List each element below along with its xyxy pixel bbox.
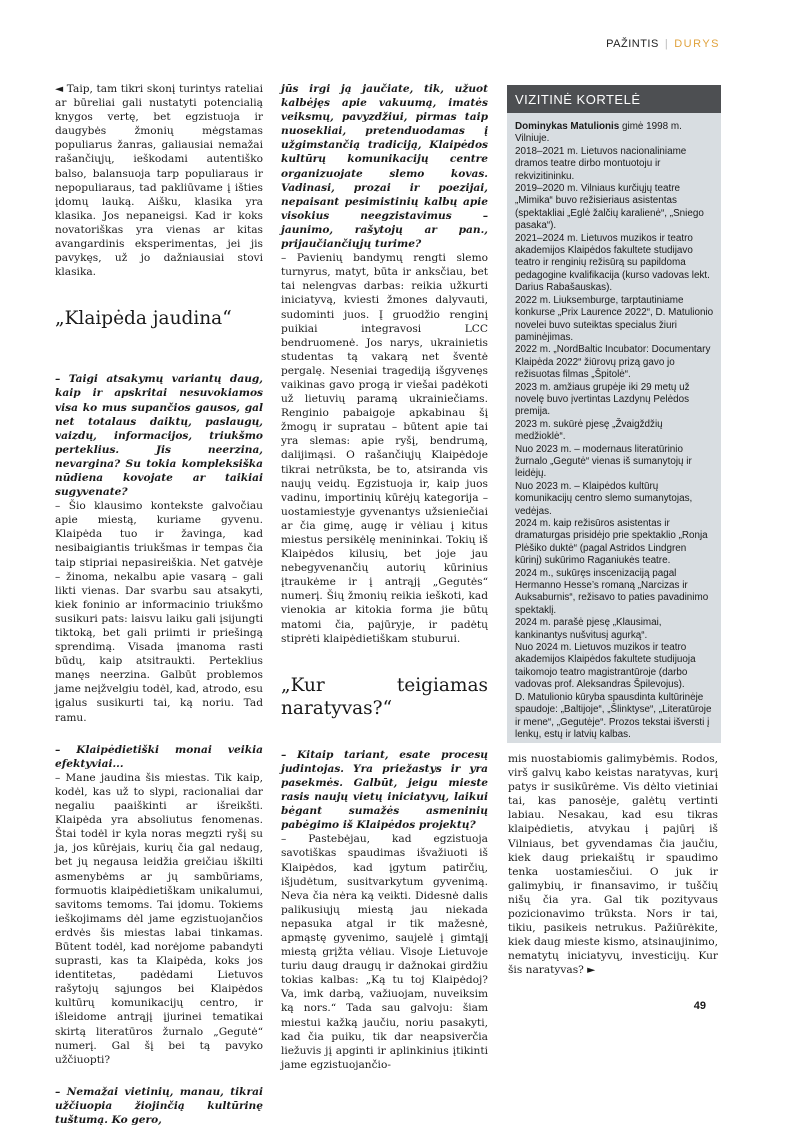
subheading-klaipeda: „Klaipėda jaudina“ <box>55 308 232 330</box>
section-label: PAŽINTIS <box>606 38 659 50</box>
card-intro <box>515 121 715 146</box>
subheading-naratyvas: „Kur teigiamas naratyvas?“ <box>281 674 488 719</box>
card-item: 2022 m. Liuksemburge, tarptautiniame konkurse „Prix Laurence 2022“, D. Matulionio novelei buvo suteiktas specialus žiuri paminėjimas. <box>515 294 714 343</box>
card-item: 2024 m., sukūręs inscenizaciją pagal Hermanno Hesse’s romaną „Narcizas ir Auksaburnis“, režisavo to paties pavadinimo spektaklį. <box>515 567 709 616</box>
business-card-box <box>507 85 721 743</box>
card-item: Nuo 2023 m. – modernaus literatūrinio žurnalo „Gegutė“ vienas iš sumanytojų ir leidėjų. <box>515 443 692 480</box>
card-item: 2024 m. kaip režisūros asistentas ir dramaturgas prisidėjo prie spektaklio „Ronja Plėšiko duktė“ (pagal Astridos Lindgren kūrinį) sukūrimo Raganiukės teatre. <box>515 518 708 567</box>
running-header <box>606 38 720 50</box>
interview-answer: – Pavienių bandymų rengti slemo turnyrus, matyt, būta ir anksčiau, bet tai nelengvas darbas: reikia užkurti iniciatyvą, kviesti žmones dalyvauti, sudominti juos. Į gruodžio renginį puikiai integravosi LCC bendruomenė. Jos narys, ukrainietis studentas tą vakarą net šventė pergalę. Neseniai tragediją išgyvenęs vaikinas gavo progą ir viešai padėkoti už lietuvių paramą ukrainiečiams. Renginio pabaigoje apkabinau šį žmogų ir supratau – būtent apie tai yra slemas: apie ryšį, bendrumą, dalijimąsi. O rašančiųjų Klaipėdoje tikrai netrūksta, be to, atsiranda vis naujų veidų. Egzistuoja ir, kaip juos vadinu, importinių kūrėjų kategorija – uostamiestyje gyvenantys užsieniečiai ar čia gimę, augę ir vėliau į kitus miestus persikėlę menininkai. Tokių iš Klaipėdos kilusių, bet joje jau nebegyvenančių autorių kūrinius įtraukėme ir į antrąjį „Gegutės“ numerį. Šių žmonių reikia ieškoti, kad vienokia ar kitokia forma jie būtų matomi čia, pajūryje, ir padėtų stiprėti klaipėdietiškam stuburui. <box>281 252 488 645</box>
interview-question: – Taigi atsakymų variantų daug, kaip ir apskritai nesuvokiamos visa ko mus supančios gausos, gal net totalaus daiktų, paslaugų, vaizdų, informacijos, triukšmo perteklius. Jis neerzina, nevargina? Su tokia kompleksiška nūdiena kovojate ar taikiai sugyvenate? <box>55 373 263 499</box>
interview-answer: mis nuostabiomis galimybėmis. Rodos, virš galvų kabo keistas naratyvas, kurį patys ir susikūrėme. Vis dėlto vietiniai tai, kas panosėje, galėtų vertinti labiau. Nesakau, kad esu tikras klaipėdietis, atvykau į pajūrį iš Vilniaus, bet gyvendamas čia jaučiu, kiek daug priekaištų ir spaudimo tenka uostamiesčiui. O juk ir galimybių, ir finansavimo, ir tuščių nišų čia yra. Gal tik pozityvaus pozicionavimo trūksta. Nors ir tai, tikiu, pasikeis netrukus. Pažiūrėkite, kiek daug mieste kismo, atsinaujinimo, nematytų iniciatyvų, investicijų. Kur šis naratyvas? ► <box>508 753 718 977</box>
header-separator: | <box>664 38 669 50</box>
interview-question: jūs irgi ją jaučiate, tik, užuot kalbėjęs apie vakuumą, imatės veiksmų, pavyzdžiui, pirmas taip nuosekliai, pretenduodamas į užgimstančią tradiciją, Klaipėdos kultūrų komunikacijų centre organizuojate slemo kovas. Vadinasi, prozai ir poezijai, nepaisant pesimistinių kalbų apie visokius neegzistavimus – jaunimo, rašytojų ar pan., prijaučiančiųjų turime? <box>281 83 488 251</box>
birth-info: gimė 1998 m. Vilniuje. <box>515 121 682 145</box>
magazine-name: DURYS <box>674 38 720 50</box>
page-number: 49 <box>693 1000 706 1012</box>
interview-answer: – Pastebėjau, kad egzistuoja savotiškas spaudimas išvažiuoti iš Klaipėdos, kad įgytum patirčių, išjudėtum, susitvarkytum gyvenimą. Neva čia nėra ką veikti. Didesnė dalis palikusiųjų miestą jau niekada nepasuka atgal ir tik mažesnė, apmąstę gyvenimo, saujelė į gimtąjį miestą grįžta vėliau. Visoje Lietuvoje turiu daug draugų ir dažnokai girdžiu tokias kalbas: „Ką tu toj Klaipėdoj? Va, imk darbą, važiuojam, nuveiksim ką nors.“ Tada sau galvoju: šiam miestui kažką jaučiu, noriu pasakyti, kad čia puiku, tik dar neapsiverčia liežuvis jį apginti ir aplinkinius įtikinti jame egzistuojančio- <box>281 833 488 1071</box>
card-item: 2018–2021 m. Lietuvos nacionaliniame dramos teatre dirbo montuotoju ir rekvizitininku. <box>515 145 687 182</box>
person-name: Dominykas Matulionis <box>515 121 620 132</box>
interview-answer: – Šio klausimo kontekste galvočiau apie miestą, kuriame gyvenu. Klaipėda tuo ir žavinga, kad nesibaigiantis triukšmas ir tempas čia taip stipriai nepasireiškia. Net gatvėje – žinoma, nekalbu apie vasarą – gali likti vienas. Dar svarbu sau atsakyti, kiek foninio ar informacinio triukšmo susikuri pats: laisvu laiku gali įsijungti tiktoką, bet gali priimti ir priešingą sprendimą. Visada įmanoma rasti būdų, kaip atsitraukti. Perteklius manęs neerzina. Galbūt problemos jame neįžvelgiu todėl, kad, atrodo, esu įgalus susikurti tai, ką noriu. Tad ramu. <box>55 500 263 724</box>
interview-answer: – Mane jaudina šis miestas. Tik kaip, kodėl, kas už to slypi, racionaliai dar negaliu paaiškinti ar išreikšti. Klaipėda yra absoliutus fenomenas. Štai todėl ir kyla noras megzti ryšį su ja, jos kūrėjais, kurių čia gal nedaug, bet jų negausa leidžia greičiau iškilti asmenybėms ar jų sambūriams, formuotis klaipėdietiškam unikalumui, savitoms temoms. Tai įdomu. Tokiems ieškojimams dėl jame egzistuojančios erdvės šis miestas labai tinkamas. Būtent todėl, kad norėjome pabandyti suprasti, kas ta Klaipėda, koks jos identitetas, padėdami Lietuvos rašytojų sąjungos bei Klaipėdos kultūrų komunikacijų centro, ir išleidome antrąjį įjurinei tematikai skirtą literatūros žurnalo „Gegutė“ numerį. Gal šį bei tą pavyko užčiuopti? <box>55 771 263 1066</box>
card-item: 2024 m. parašė pjesę „Klausimai, kankinantys nušvitusį agurką“. <box>515 617 662 641</box>
card-item: 2022 m. „NordBaltic Incubator: Documentary Klaipėda 2022“ žiūrovų prizą gavo jo režisuotas filmas „Špitolė“. <box>515 344 711 381</box>
paragraph: ◄ Taip, tam tikri skonį turintys rateliai ar būreliai gali nustatyti potencialią knygos vertę, bet egzistuoja ir daugybės žmonių mėgstamas populiarus žanras, galiausiai nemažai rašančiųjų, ieškodami autentiško balso, balansuoja tarp populiaraus ir nepopuliaraus, tad pakliūvame į išties įdomų lauką. Aišku, klasika yra klasika. Jos nepaneigsi. Kad ir koks novatoriškas yra vienas ar kitas avangardinis eksperimentas, jei jis pavykęs, už jo dažniausiai stovi klasika. <box>55 83 263 279</box>
column-1 <box>55 82 263 1127</box>
column-3 <box>508 752 718 978</box>
card-item: 2023 m. sukūrė pjesę „Žvaigždžių medžioklė“. <box>515 418 663 443</box>
interview-question: – Nemažai vietinių, manau, tikrai užčiuopia žiojinčią kultūrinę tuštumą. Ko gero, <box>55 1085 263 1126</box>
interview-question: – Kitaip tariant, esate procesų judintojas. Yra priežastys ir yra pasekmės. Galbūt, jeigu mieste rasis naujų vietų iniciatyvų, laikui bėgant sumažės asmeninių pabėgimo iš Klaipėdos projektų? <box>281 748 488 832</box>
card-item: 2019–2020 m. Vilniaus kurčiųjų teatre „Mimika“ buvo režisieriaus asistentas (spektakliai „Eglė žalčių karalienė“, „Sniego pasaka“). <box>515 183 704 232</box>
card-item: Nuo 2024 m. Lietuvos muzikos ir teatro akademijos Klaipėdos fakultete studijuoja taikomojo teatro magistrantūroje (darbo vadovas prof. Aleksandras Špilevojus). <box>515 642 696 691</box>
business-card-title: VIZITINĖ KORTELĖ <box>507 85 721 113</box>
card-item: Nuo 2023 m. – Klaipėdos kultūrų komunikacijų centro slemo sumanytojas, vedėjas. <box>515 480 693 517</box>
card-item: 2021–2024 m. Lietuvos muzikos ir teatro akademijos Klaipėdos fakultete studijavo teatro ir renginių režisūrą su papildoma pedagogine kvalifikacija (kurso vadovas lekt. Darius Rabašauskas). <box>515 232 710 294</box>
business-card-body <box>507 113 721 741</box>
card-item: 2023 m. amžiaus grupėje iki 29 metų už novelę buvo įvertintas Lazdynų Pelėdos premija. <box>515 381 690 418</box>
column-2 <box>281 82 488 1072</box>
interview-question: – Klaipėdietiški monai veikia efektyviai... <box>55 743 263 770</box>
card-item: D. Matulionio kūryba spausdinta kultūrinėje spaudoje: „Baltijoje“, „Šlinktyse“, „Literatūroje ir mene“, „Gegutėje“. Prozos tekstai išversti į lenkų, estų ir latvių kalbas. <box>515 691 712 740</box>
